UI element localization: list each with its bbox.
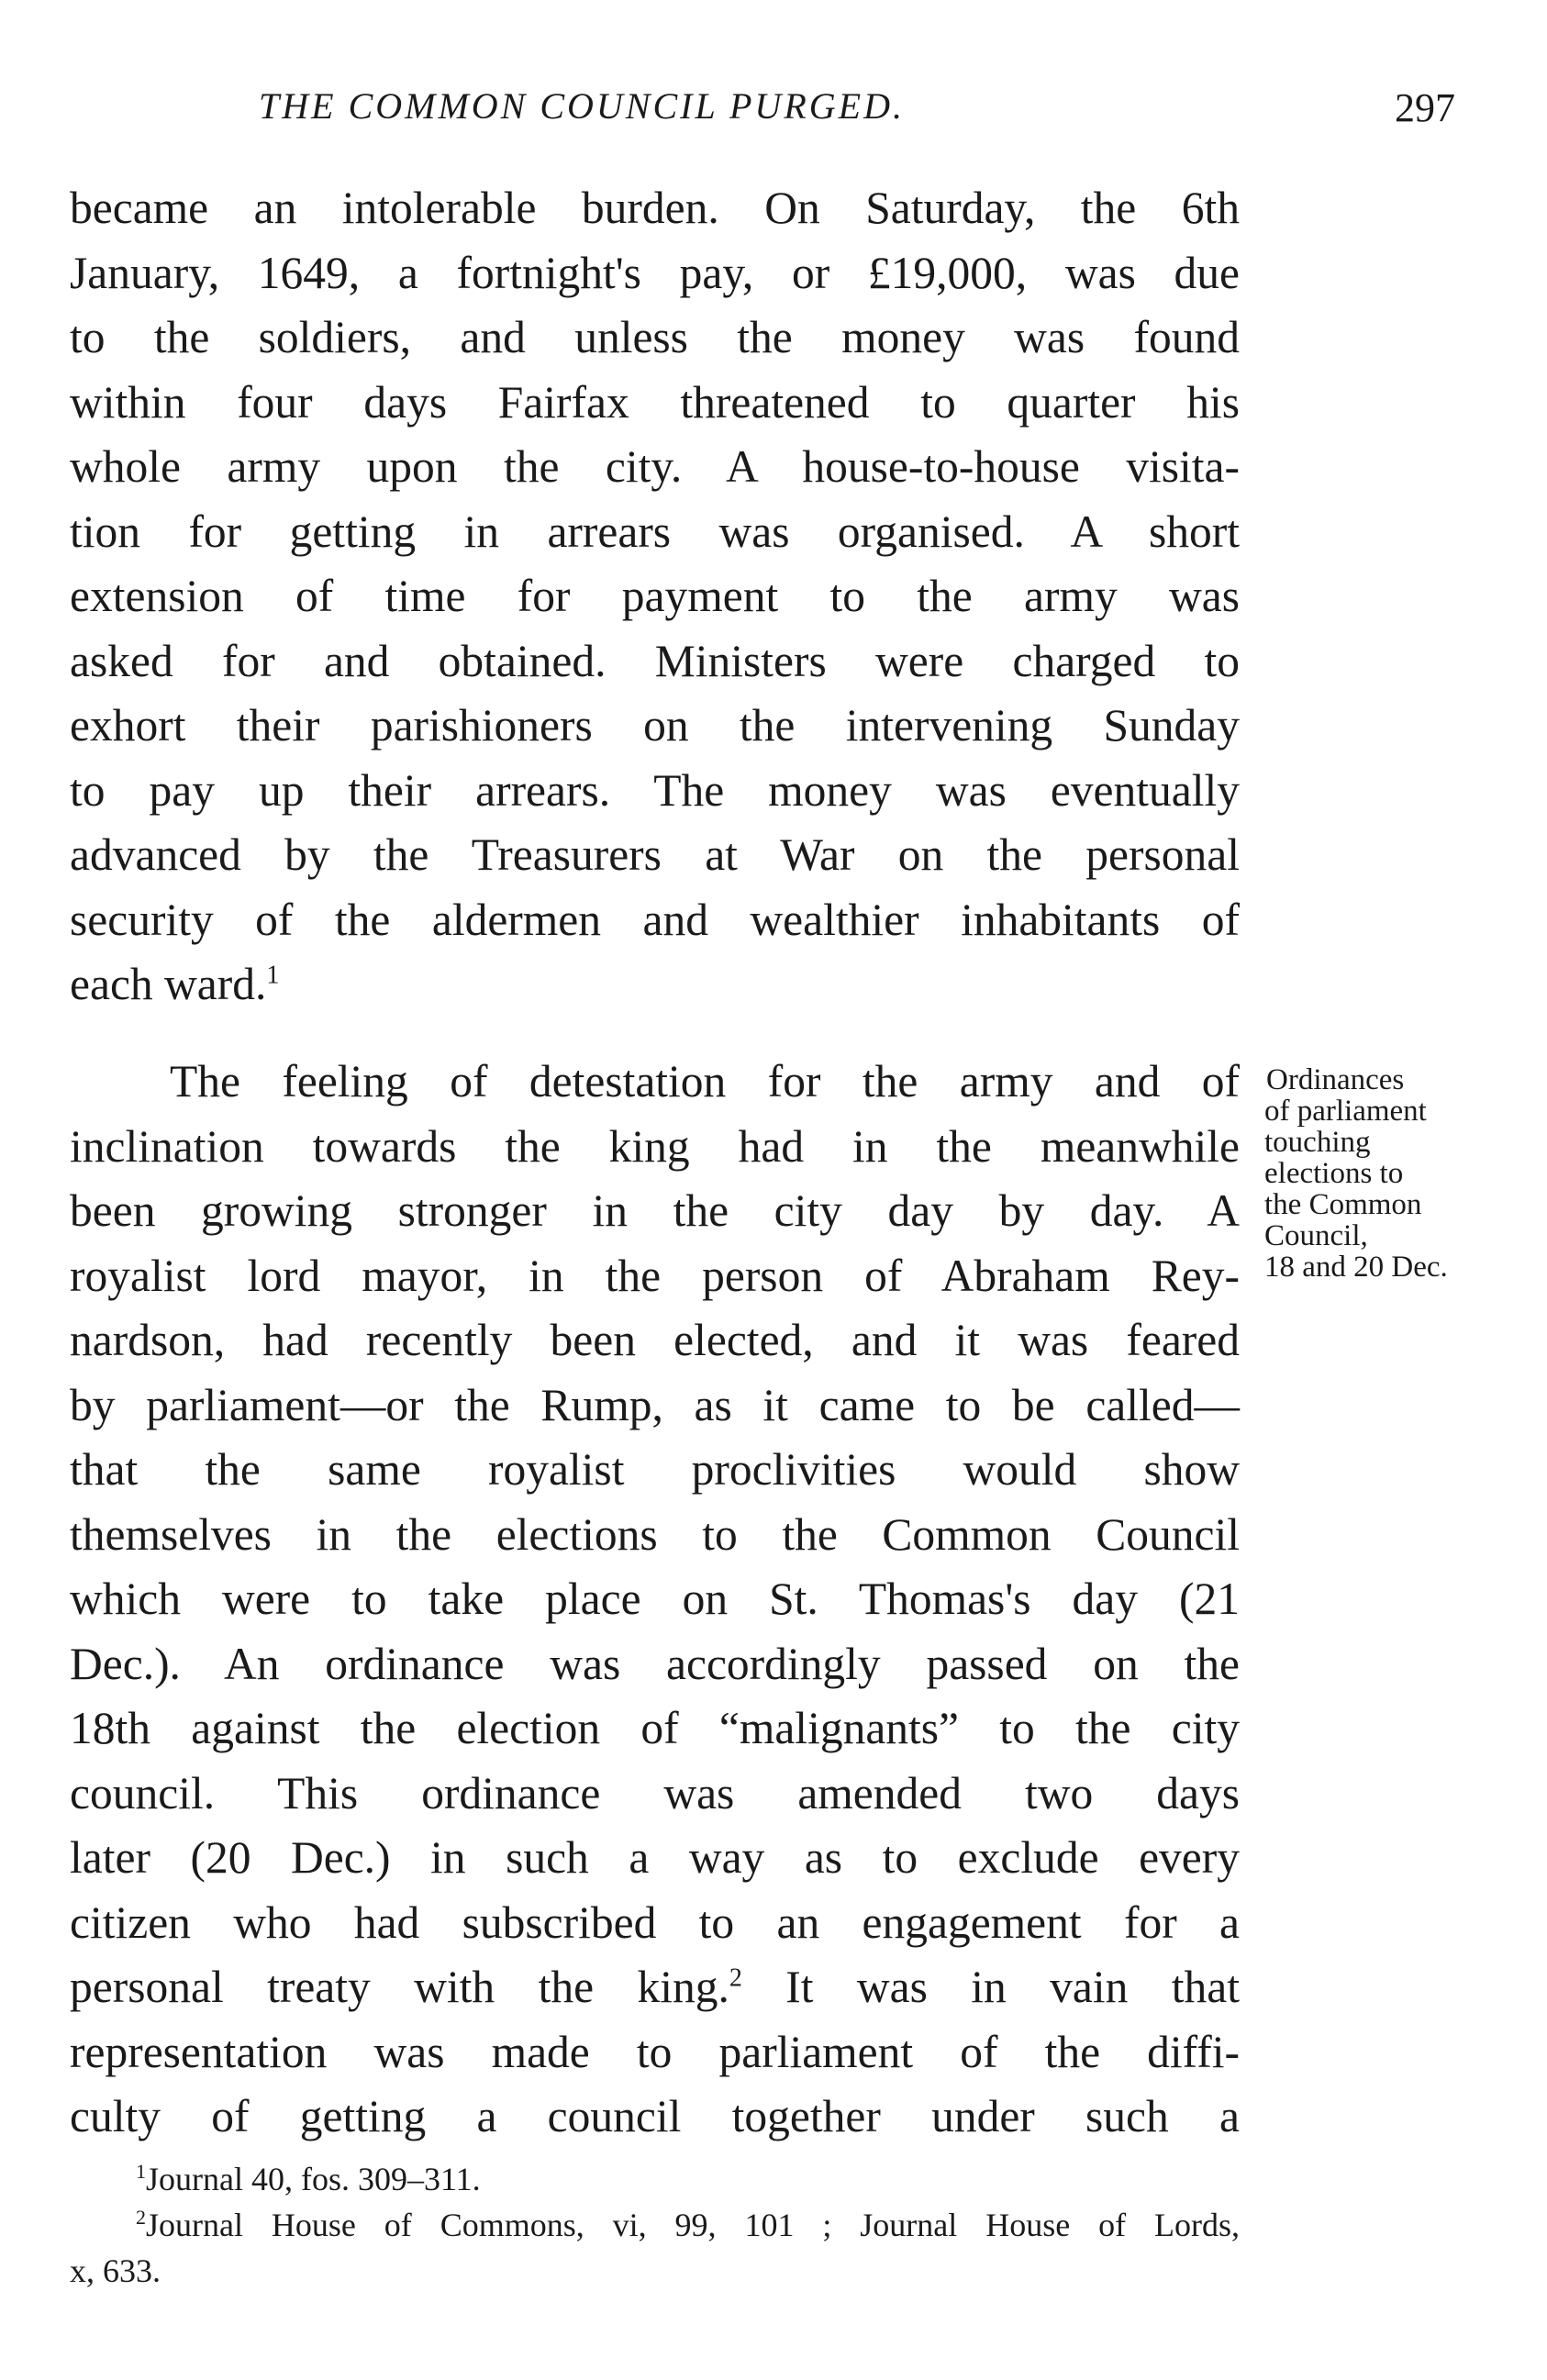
page-number: 297 [1395, 85, 1455, 130]
text-line: whole army upon the city. A house-to-house visita- [70, 441, 1240, 492]
margin-note-line: touching [1264, 1126, 1371, 1159]
margin-note [1264, 1064, 1540, 1283]
footnote-text: Journal 40, fos. 309–311. [146, 2161, 481, 2197]
paragraph-2 [70, 1050, 1240, 2150]
footnote-mark: 2 [136, 2206, 146, 2229]
text-line-tail: It was in vain that [741, 1962, 1240, 2012]
running-title: THE COMMON COUNCIL PURGED. [259, 85, 905, 127]
footnote-reference: 2 [729, 1963, 742, 1993]
text-line: January, 1649, a fortnight's pay, or £19,000, was due [70, 247, 1240, 298]
footnote-2 [70, 2202, 1240, 2248]
text-line: later (20 Dec.) in such a way as to exclude every [70, 1832, 1240, 1883]
text-line: 18th against the election of “malignants” to the city [70, 1703, 1240, 1753]
text-line: council. This ordinance was amended two days [70, 1767, 1240, 1818]
text-line-content: personal treaty with the king. [70, 1962, 729, 2012]
text-line: been growing stronger in the city day by day. A [70, 1185, 1240, 1236]
margin-note-line: elections to [1264, 1157, 1404, 1190]
text-line: became an intolerable burden. On Saturday, the 6th [70, 183, 1240, 233]
text-line: inclination towards the king had in the meanwhile [70, 1120, 1240, 1172]
text-line: within four days Fairfax threatened to quarter his [70, 376, 1240, 428]
text-line: citizen who had subscribed to an engagement for a [70, 1896, 1240, 1948]
margin-note-line: Ordinances [1266, 1063, 1405, 1096]
margin-note-line: 18 and 20 Dec. [1264, 1251, 1448, 1284]
paragraph-1 [70, 176, 1240, 1018]
footnote-mark: 1 [136, 2160, 146, 2183]
text-line: royalist lord mayor, in the person of Abraham Rey- [70, 1250, 1240, 1301]
text-line: Dec.). An ordinance was accordingly passed on the [70, 1638, 1240, 1689]
footnote-2-continued: x, 633. [70, 2252, 161, 2289]
margin-note-line: the Common [1264, 1188, 1422, 1221]
text-line: exhort their parishioners on the intervening Sunday [70, 700, 1240, 751]
footnote-reference: 1 [266, 961, 280, 990]
text-line: tion for getting in arrears was organised. A short [70, 506, 1240, 557]
text-line: The feeling of detestation for the army and of [170, 1056, 1240, 1107]
footnotes [70, 2156, 1240, 2294]
text-line: representation was made to parliament of the diffi- [70, 2026, 1240, 2077]
margin-note-line: Council, [1264, 1219, 1368, 1252]
footnote-text: Journal House of Commons, vi, 99, 101 ; Journal House of Lords, [146, 2207, 1240, 2243]
text-line: to the soldiers, and unless the money was found [70, 312, 1240, 362]
text-line: asked for and obtained. Ministers were charged to [70, 635, 1240, 686]
text-line: which were to take place on St. Thomas's day (21 [70, 1574, 1240, 1624]
text-line: nardson, had recently been elected, and it was feared [70, 1315, 1240, 1365]
text-line: that the same royalist proclivities would show [70, 1444, 1240, 1495]
text-line: culty of getting a council together under such a [70, 2091, 1240, 2141]
text-line: extension of time for payment to the army was [70, 571, 1240, 621]
text-line: security of the aldermen and wealthier inhabitants of [70, 894, 1240, 945]
text-line [70, 1955, 1240, 2020]
text-line: by parliament—or the Rump, as it came to be called— [70, 1379, 1240, 1430]
text-line: advanced by the Treasurers at War on the personal [70, 829, 1240, 880]
text-line: themselves in the elections to the Common Council [70, 1508, 1240, 1560]
text-line [70, 952, 1240, 1018]
text-line-content: each ward. [70, 959, 267, 1009]
footnote-1 [70, 2156, 1240, 2202]
margin-note-line: of parliament [1264, 1095, 1427, 1128]
text-line: to pay up their arrears. The money was eventually [70, 764, 1240, 816]
